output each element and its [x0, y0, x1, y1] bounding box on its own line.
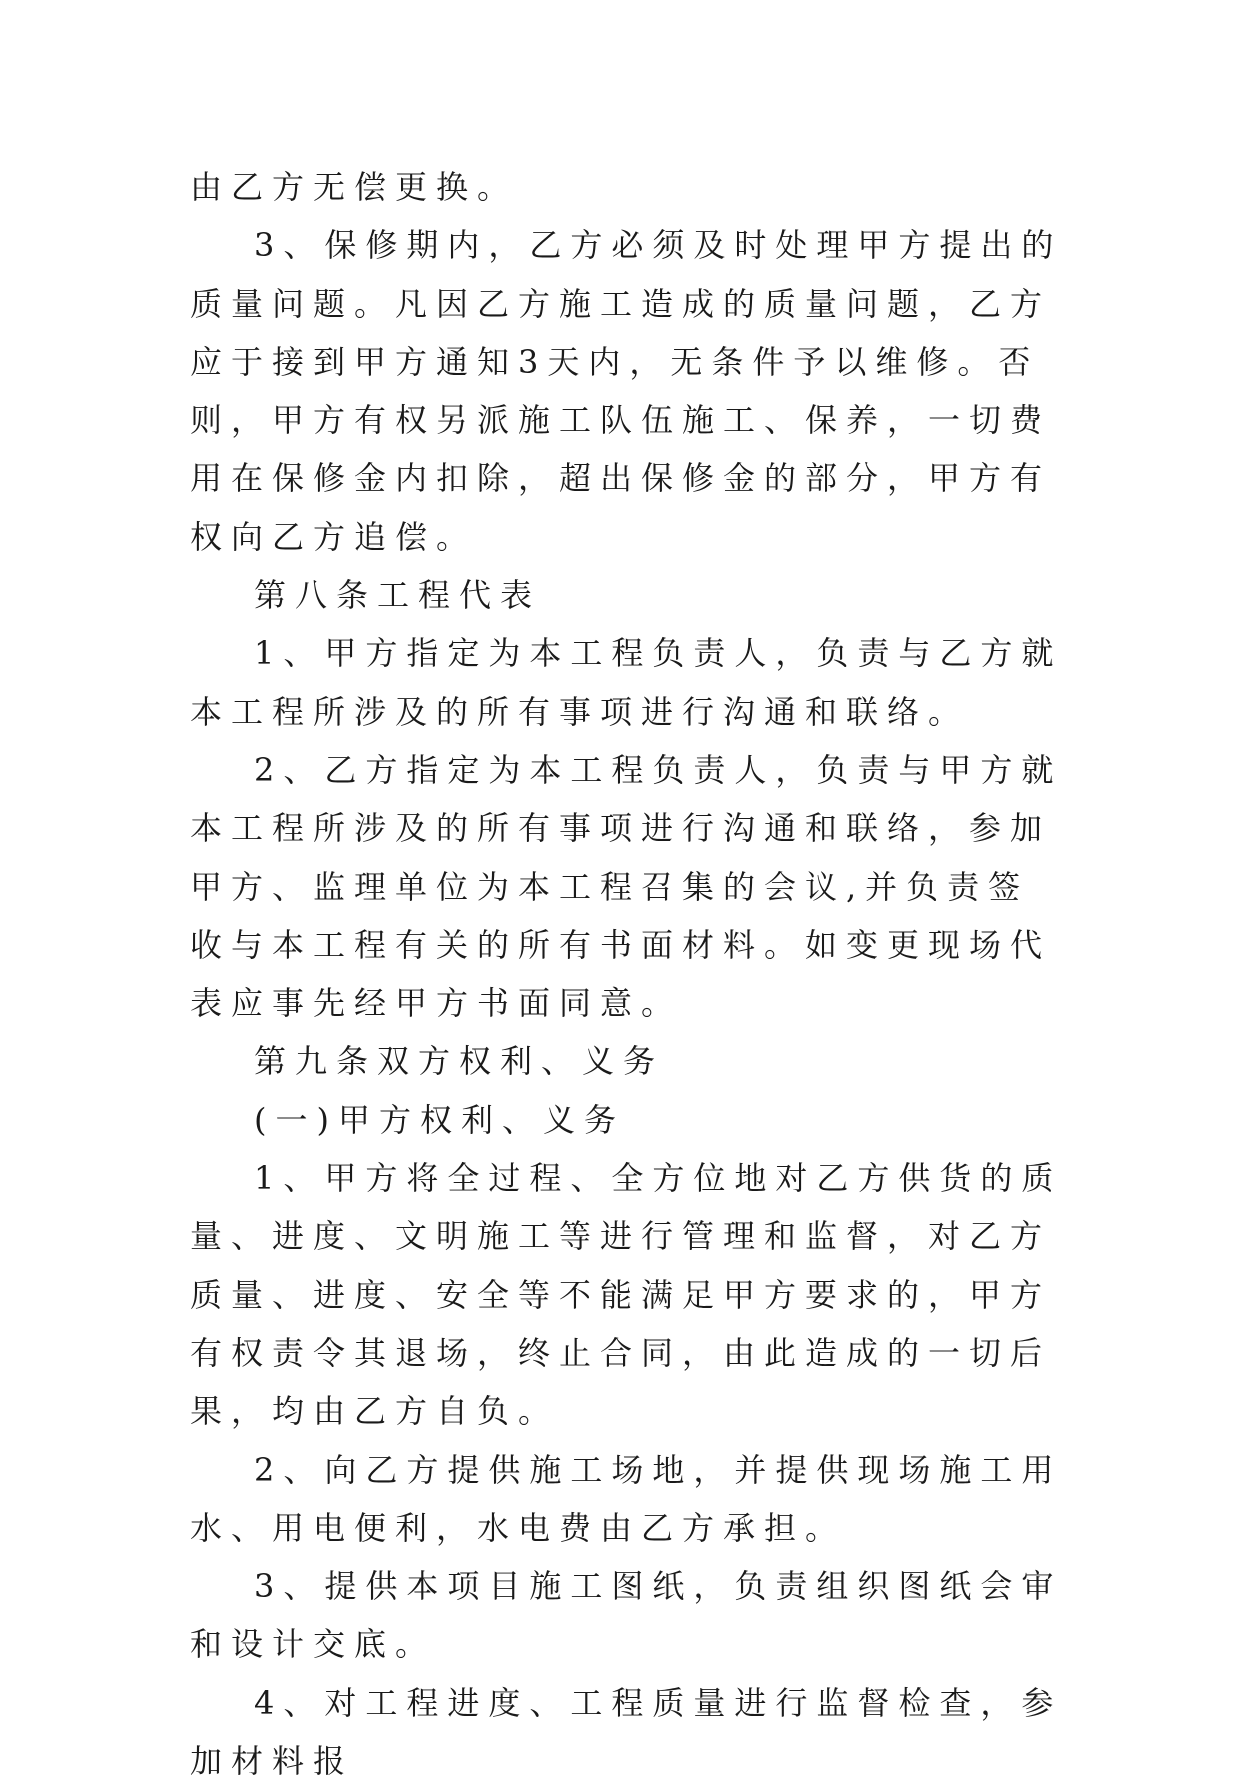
paragraph-article-8-clause-1: 1、甲方指定为本工程负责人，负责与乙方就本工程所涉及的所有事项进行沟通和联络。	[190, 634, 1063, 731]
paragraph-warranty-clause-3: 3、保修期内，乙方必须及时处理甲方提出的质量问题。凡因乙方施工造成的质量问题，乙方应于接到甲方通知3天内，无条件予以维修。否则，甲方有权另派施工队伍施工、保养，一切费用在保修金内扣除，超出保修金的部分，甲方有权向乙方追偿。	[190, 226, 1063, 556]
paragraph-article-8-clause-2: 2、乙方指定为本工程负责人，负责与甲方就本工程所涉及的所有事项进行沟通和联络，参加甲方、监理单位为本工程召集的会议,并负责签收与本工程有关的所有书面材料。如变更现场代表应事先经甲方书面同意。	[190, 750, 1063, 1023]
paragraph-article-9-clause-3: 3、提供本项目施工图纸，负责组织图纸会审和设计交底。	[190, 1567, 1063, 1664]
document-body	[190, 158, 1070, 1790]
paragraph-continuation: 由乙方无偿更换。	[190, 168, 519, 206]
section-heading-article-9: 第九条双方权利、义务	[254, 1042, 665, 1081]
paragraph-article-9-clause-4: 4、对工程进度、工程质量进行监督检查，参加材料报	[190, 1683, 1063, 1781]
paragraph-article-9-clause-1: 1、甲方将全过程、全方位地对乙方供货的质量、进度、文明施工等进行管理和监督，对乙方质量、进度、安全等不能满足甲方要求的，甲方有权责令其退场，终止合同，由此造成的一切后果，均由乙方自负。	[190, 1159, 1063, 1431]
paragraph-article-9-clause-2: 2、向乙方提供施工场地，并提供现场施工用水、用电便利，水电费由乙方承担。	[190, 1450, 1063, 1547]
section-heading-article-8: 第八条工程代表	[254, 576, 542, 615]
subsection-heading-party-a: (一)甲方权利、义务	[254, 1100, 625, 1139]
